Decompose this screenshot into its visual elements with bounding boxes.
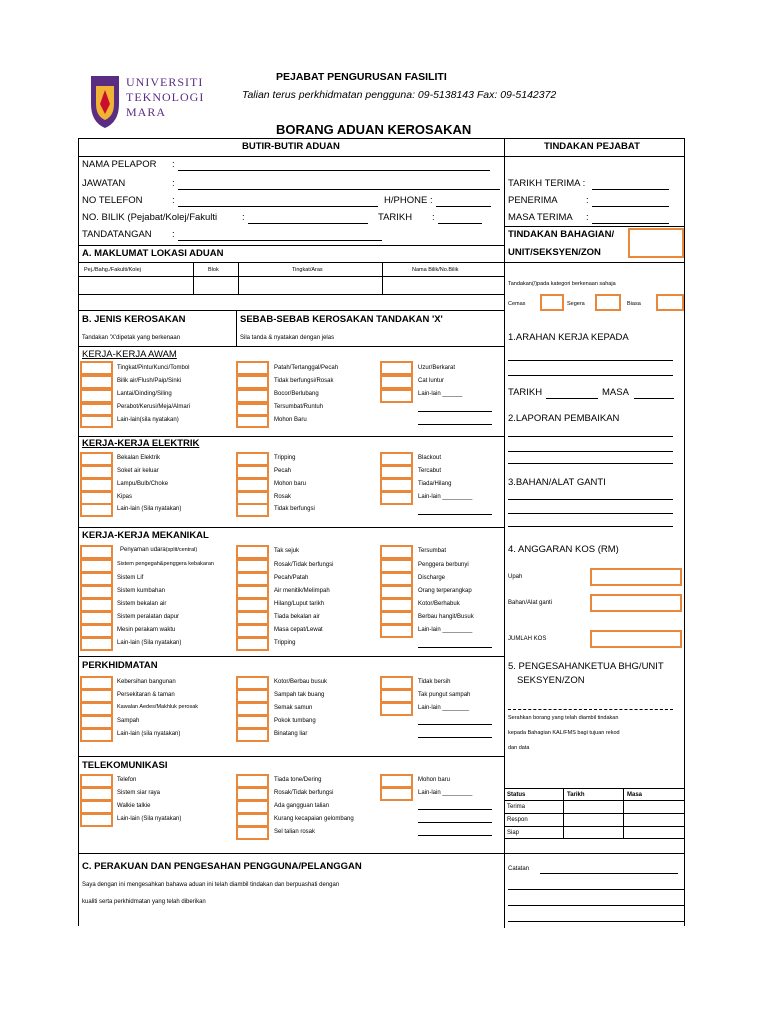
telefon-field[interactable] bbox=[178, 206, 378, 207]
perkhidmatan-checkbox-1[interactable] bbox=[80, 676, 113, 690]
serah-line-2: kepada Bahagian KAL/FMS bagi tujuan rekod bbox=[508, 730, 620, 736]
mekanikal-aircond-note: (split/central) bbox=[165, 547, 198, 553]
mekanikal-other-4: Orang terperangkap bbox=[418, 588, 472, 594]
awam-item-3: Lantai/Dinding/Siling bbox=[117, 391, 172, 397]
cause-note: Sila tanda & nyatakan dengan jelas bbox=[240, 335, 335, 341]
mekanikal-cause-5: Hilang/Luput tarikh bbox=[274, 601, 325, 607]
label-segera: Segera bbox=[567, 301, 585, 307]
perkhidmatan-item-4: Sampah bbox=[117, 718, 140, 724]
telekom-other-checkbox-1[interactable] bbox=[380, 774, 413, 788]
mekanikal-cause-checkbox-5[interactable] bbox=[236, 598, 269, 612]
perkhidmatan-cause-4: Pokok tumbang bbox=[274, 718, 316, 724]
label-jawatan: JAWATAN bbox=[82, 178, 126, 189]
section-a-col-2: Blok bbox=[208, 267, 219, 273]
perkhidmatan-item-5: Lain-lain (sila nyatakan) bbox=[117, 731, 181, 737]
elektrik-checkbox-1[interactable] bbox=[80, 452, 113, 466]
logo-line-3: MARA bbox=[126, 105, 167, 119]
perkhidmatan-cause-checkbox-3[interactable] bbox=[236, 702, 269, 716]
perkhidmatan-cause-3: Semak samun bbox=[274, 705, 313, 711]
awam-cause-3: Bocor/Berlubang bbox=[274, 391, 319, 397]
tarikh-field[interactable] bbox=[438, 223, 482, 224]
catatan-field[interactable] bbox=[540, 873, 678, 874]
group-telekom-title: TELEKOMUNIKASI bbox=[82, 760, 168, 771]
telekom-cause-checkbox-5[interactable] bbox=[236, 826, 269, 840]
awam-cause-1: Patah/Tertanggal/Pecah bbox=[274, 365, 339, 371]
awam-cause-checkbox-1[interactable] bbox=[236, 361, 269, 375]
mekanikal-other-checkbox-5[interactable] bbox=[380, 598, 413, 612]
awam-item-1: Tingkat/Pintu/Kunci/Tombol bbox=[117, 365, 190, 371]
mekanikal-other-checkbox-4[interactable] bbox=[380, 585, 413, 599]
mekanikal-other-checkbox-3[interactable] bbox=[380, 572, 413, 586]
awam-other-checkbox-2[interactable] bbox=[380, 375, 413, 389]
mekanikal-other-checkbox-1[interactable] bbox=[380, 545, 413, 559]
awam-cause-2: Tidak berfungsi/Rosak bbox=[274, 378, 334, 384]
anggaran-title: 4. ANGGARAN KOS (RM) bbox=[508, 544, 619, 555]
arahan-masa-field[interactable] bbox=[634, 398, 674, 399]
telekom-cause-5: Sel talian rosak bbox=[274, 829, 316, 835]
awam-cause-5: Mohon Baru bbox=[274, 417, 307, 423]
mekanikal-item-1: Sistem Lif bbox=[117, 575, 144, 581]
telekom-other-1: Mohon baru bbox=[418, 777, 451, 783]
kategori-note: Tandakan(/)pada kategori berkenaan sahaja bbox=[508, 281, 616, 287]
group-awam-title: KERJA-KERJA AWAM bbox=[82, 349, 177, 360]
section-c-line-1: Saya dengan ini mengesahkan bahawa aduan ini telah diambil tindakan dan berpuashati dengan bbox=[82, 882, 340, 888]
perkhidmatan-checkbox-2[interactable] bbox=[80, 689, 113, 703]
bahan-title: 3.BAHAN/ALAT GANTI bbox=[508, 477, 606, 488]
mekanikal-item-2: Sistem kumbahan bbox=[117, 588, 166, 594]
elektrik-other-2: Tercabut bbox=[418, 468, 442, 474]
mekanikal-checkbox-8[interactable] bbox=[80, 637, 113, 651]
telekom-item-3: Walkie talkie bbox=[117, 803, 151, 809]
perkhidmatan-item-3: Kawalan Aedes/Makhluk perosak bbox=[117, 704, 199, 710]
logo-line-1: UNIVERSITI bbox=[126, 75, 204, 89]
awam-cause-checkbox-2[interactable] bbox=[236, 375, 269, 389]
mekanikal-cause-checkbox-4[interactable] bbox=[236, 585, 269, 599]
label-masa-terima: MASA TERIMA bbox=[508, 212, 573, 223]
perkhidmatan-cause-checkbox-5[interactable] bbox=[236, 728, 269, 742]
perkhidmatan-cause-checkbox-2[interactable] bbox=[236, 689, 269, 703]
awam-checkbox-1[interactable] bbox=[80, 361, 113, 375]
label-penerima: PENERIMA bbox=[508, 195, 558, 206]
label-upah: Upah bbox=[508, 574, 523, 580]
elektrik-cause-checkbox-1[interactable] bbox=[236, 452, 269, 466]
mekanikal-aircond-label: Penyaman udara bbox=[120, 547, 166, 553]
elektrik-other-checkbox-2[interactable] bbox=[380, 465, 413, 479]
arahan-tarikh-field[interactable] bbox=[546, 398, 598, 399]
section-c-title: C. PERAKUAN DAN PENGESAHAN PENGGUNA/PELANGGAN bbox=[82, 861, 362, 872]
status-row-terima: Terima bbox=[507, 804, 526, 810]
section-b-title: B. JENIS KEROSAKAN bbox=[82, 314, 186, 325]
perkhidmatan-other-2: Tak pungut sampah bbox=[418, 692, 471, 698]
mekanikal-cause-8: Tripping bbox=[274, 640, 296, 646]
mekanikal-cause-1: Tak sejuk bbox=[274, 548, 300, 554]
office-title: PEJABAT PENGURUSAN FASILITI bbox=[276, 71, 447, 83]
label-arahan-tarikh: TARIKH bbox=[508, 387, 543, 398]
mekanikal-cause-6: Tiada bekalan air bbox=[274, 614, 320, 620]
mekanikal-other-3: Discharge bbox=[418, 575, 446, 581]
awam-item-4: Perabot/Kerusi/Meja/Almari bbox=[117, 404, 191, 410]
right-column-header: TINDAKAN PEJABAT bbox=[544, 141, 640, 152]
tandatangan-field[interactable] bbox=[178, 240, 382, 241]
label-arahan-masa: MASA bbox=[602, 387, 629, 398]
elektrik-cause-checkbox-3[interactable] bbox=[236, 478, 269, 492]
mekanikal-checkbox-4[interactable] bbox=[80, 585, 113, 599]
section-a-col-3: Tingkat/Aras bbox=[292, 267, 323, 273]
elektrik-item-1: Bekalan Elektrik bbox=[117, 455, 161, 461]
tarikh-terima-field[interactable] bbox=[592, 189, 669, 190]
mekanikal-checkbox-2[interactable] bbox=[80, 559, 113, 573]
tindakan-bahagian-2: UNIT/SEKSYEN/ZON bbox=[508, 247, 601, 258]
mekanikal-item-4: Sistem peralatan dapur bbox=[117, 614, 180, 620]
perkhidmatan-item-1: Kebersihan bangunan bbox=[117, 679, 176, 685]
elektrik-other-checkbox-3[interactable] bbox=[380, 478, 413, 492]
perkhidmatan-checkbox-3[interactable] bbox=[80, 702, 113, 716]
pengesahan-signature-line[interactable] bbox=[508, 709, 673, 710]
jawatan-field[interactable] bbox=[178, 189, 500, 190]
penerima-field[interactable] bbox=[592, 206, 669, 207]
perkhidmatan-checkbox-4[interactable] bbox=[80, 715, 113, 729]
mekanikal-other-1: Tersumbat bbox=[418, 548, 447, 554]
crest-icon bbox=[88, 74, 122, 130]
telekom-cause-3: Ada gangguan talian bbox=[274, 803, 330, 809]
telekom-cause-4: Kurang kecapaian gelombang bbox=[274, 816, 354, 822]
telekom-cause-checkbox-1[interactable] bbox=[236, 774, 269, 788]
group-mekanikal-title: KERJA-KERJA MEKANIKAL bbox=[82, 530, 209, 541]
section-a-col-4: Nama Bilik/No.Bilik bbox=[412, 267, 459, 273]
group-perkhidmatan-title: PERKHIDMATAN bbox=[82, 660, 158, 671]
awam-other-3: Lain-lain ______ bbox=[418, 391, 463, 397]
pengesahan-title-2: SEKSYEN/ZON bbox=[517, 675, 585, 686]
status-col-2: Tarikh bbox=[567, 792, 585, 798]
label-cemas: Cemas bbox=[508, 301, 526, 307]
label-tarikh: TARIKH bbox=[378, 212, 413, 223]
mekanikal-other-2: Penggera berbunyi bbox=[418, 562, 469, 568]
mekanikal-cause-checkbox-6[interactable] bbox=[236, 611, 269, 625]
mekanikal-cause-checkbox-3[interactable] bbox=[236, 572, 269, 586]
mekanikal-checkbox-6[interactable] bbox=[80, 611, 113, 625]
section-a-col-1: Pej./Bahg./Fakulti/Kolej bbox=[84, 267, 141, 273]
uitm-logo bbox=[88, 74, 228, 132]
telekom-checkbox-1[interactable] bbox=[80, 774, 113, 788]
perkhidmatan-cause-1: Kotor/Berbau busuk bbox=[274, 679, 328, 685]
mekanikal-cause-checkbox-8[interactable] bbox=[236, 637, 269, 651]
elektrik-checkbox-5[interactable] bbox=[80, 503, 113, 517]
upah-field[interactable] bbox=[590, 568, 682, 586]
mekanikal-checkbox-1[interactable] bbox=[80, 545, 113, 559]
awam-other-1: Uzur/Berkarat bbox=[418, 365, 456, 371]
elektrik-other-checkbox-4[interactable] bbox=[380, 491, 413, 505]
telekom-item-2: Sistem siar raya bbox=[117, 790, 161, 796]
perkhidmatan-cause-checkbox-4[interactable] bbox=[236, 715, 269, 729]
perkhidmatan-cause-checkbox-1[interactable] bbox=[236, 676, 269, 690]
elektrik-cause-checkbox-5[interactable] bbox=[236, 503, 269, 517]
arahan-title: 1.ARAHAN KERJA KEPADA bbox=[508, 332, 629, 343]
awam-cause-checkbox-3[interactable] bbox=[236, 389, 269, 403]
elektrik-item-5: Lain-lain (Sila nyatakan) bbox=[117, 506, 182, 512]
status-row-respon: Respon bbox=[507, 817, 528, 823]
awam-other-checkbox-3[interactable] bbox=[380, 389, 413, 403]
elektrik-item-2: Soket air keluar bbox=[117, 468, 159, 474]
perkhidmatan-cause-5: Binatang liar bbox=[274, 731, 308, 737]
awam-checkbox-2[interactable] bbox=[80, 375, 113, 389]
mekanikal-other-checkbox-2[interactable] bbox=[380, 559, 413, 573]
telekom-item-1: Telefon bbox=[117, 777, 137, 783]
perkhidmatan-checkbox-5[interactable] bbox=[80, 728, 113, 742]
mekanikal-cause-4: Air menitik/Melimpah bbox=[274, 588, 330, 594]
telekom-other-checkbox-2[interactable] bbox=[380, 787, 413, 801]
awam-item-5: Lain-lain(sila nyatakan) bbox=[117, 417, 179, 423]
mekanikal-item-3: Sistem bekalan air bbox=[117, 601, 167, 607]
mekanikal-checkbox-7[interactable] bbox=[80, 624, 113, 638]
label-bilik: NO. BILIK (Pejabat/Kolej/Fakulti bbox=[82, 212, 218, 223]
masa-terima-field[interactable] bbox=[592, 223, 669, 224]
cemas-checkbox[interactable] bbox=[540, 294, 564, 311]
mekanikal-item-fire: Sistem pengegah&penggera kebakaran bbox=[117, 561, 214, 567]
label-hphone: H/PHONE bbox=[384, 195, 428, 206]
telekom-checkbox-3[interactable] bbox=[80, 800, 113, 814]
awam-other-2: Cat luntur bbox=[418, 378, 445, 384]
perkhidmatan-cause-2: Sampah tak buang bbox=[274, 692, 325, 698]
awam-cause-4: Tersumbat/Runtuh bbox=[274, 404, 324, 410]
telekom-cause-checkbox-2[interactable] bbox=[236, 787, 269, 801]
mekanikal-cause-checkbox-2[interactable] bbox=[236, 559, 269, 573]
biasa-checkbox[interactable] bbox=[656, 294, 684, 311]
serah-line-1: Serahkan borang yang telah diambil tindakan bbox=[508, 715, 619, 721]
pengesahan-title-1: 5. PENGESAHANKETUA BHG/UNIT bbox=[508, 661, 664, 672]
label-tarikh-terima: TARIKH TERIMA : bbox=[508, 178, 586, 189]
tindakan-bahagian-1: TINDAKAN BAHAGIAN/ bbox=[508, 229, 615, 240]
elektrik-checkbox-2[interactable] bbox=[80, 465, 113, 479]
awam-checkbox-3[interactable] bbox=[80, 389, 113, 403]
elektrik-item-4: Kipas bbox=[117, 494, 133, 500]
left-column-header: BUTIR-BUTIR ADUAN bbox=[242, 141, 340, 152]
telekom-cause-1: Tiada tone/Dering bbox=[274, 777, 322, 783]
mekanikal-item-aircond bbox=[120, 547, 197, 554]
elektrik-checkbox-3[interactable] bbox=[80, 478, 113, 492]
label-catatan: Catatan bbox=[508, 866, 530, 872]
elektrik-cause-3: Mohon baru bbox=[274, 481, 307, 487]
elektrik-cause-1: Tripping bbox=[274, 455, 296, 461]
telekom-cause-checkbox-3[interactable] bbox=[236, 800, 269, 814]
mekanikal-other-checkbox-6[interactable] bbox=[380, 611, 413, 625]
mekanikal-checkbox-5[interactable] bbox=[80, 598, 113, 612]
mekanikal-cause-3: Pecah/Patah bbox=[274, 575, 309, 581]
mekanikal-cause-checkbox-1[interactable] bbox=[236, 545, 269, 559]
elektrik-item-3: Lampu/Bulb/Choke bbox=[117, 481, 169, 487]
elektrik-other-3: Tiada/Hilang bbox=[418, 481, 452, 487]
telekom-checkbox-2[interactable] bbox=[80, 787, 113, 801]
mekanikal-checkbox-3[interactable] bbox=[80, 572, 113, 586]
perkhidmatan-other-checkbox-1[interactable] bbox=[380, 676, 413, 690]
label-tandatangan: TANDATANGAN bbox=[82, 229, 152, 240]
mekanikal-cause-checkbox-7[interactable] bbox=[236, 624, 269, 638]
telekom-checkbox-4[interactable] bbox=[80, 813, 113, 827]
section-b-note: Tandakan 'X'dipetak yang berkenaan bbox=[82, 335, 181, 341]
perkhidmatan-other-1: Tidak bersih bbox=[418, 679, 451, 685]
elektrik-other-checkbox-1[interactable] bbox=[380, 452, 413, 466]
perkhidmatan-other-3: Lain-lain ________ bbox=[418, 705, 470, 711]
awam-cause-checkbox-5[interactable] bbox=[236, 414, 269, 428]
elektrik-cause-5: Tidak berfungsi bbox=[274, 506, 315, 512]
awam-other-checkbox-1[interactable] bbox=[380, 361, 413, 375]
mekanikal-item-5: Mesin perakam waktu bbox=[117, 627, 176, 633]
elektrik-other-1: Blackout bbox=[418, 455, 442, 461]
label-telefon: NO TELEFON bbox=[82, 195, 143, 206]
elektrik-cause-4: Rosak bbox=[274, 494, 292, 500]
segera-checkbox[interactable] bbox=[595, 294, 621, 311]
section-a-title: A. MAKLUMAT LOKASI ADUAN bbox=[82, 248, 224, 259]
perkhidmatan-other-checkbox-3[interactable] bbox=[380, 702, 413, 716]
label-jumlah-kos: JUMLAH KOS bbox=[508, 636, 547, 642]
section-c-line-2: kualiti serta perkhidmatan yang telah diberikan bbox=[82, 899, 206, 905]
perkhidmatan-other-checkbox-2[interactable] bbox=[380, 689, 413, 703]
jumlah-kos-field[interactable] bbox=[590, 630, 682, 648]
awam-item-2: Bilik air/Flush/Paip/Sinki bbox=[117, 378, 182, 384]
mekanikal-other-5: Kotor/Berhabuk bbox=[418, 601, 460, 607]
mekanikal-other-6: Berbau hangit/Busuk bbox=[418, 614, 474, 620]
label-bahan-ganti: Bahan/Alat ganti bbox=[508, 600, 553, 606]
contact-line: Talian terus perkhidmatan pengguna: 09-5138143 Fax: 09-5142372 bbox=[242, 89, 557, 101]
status-row-siap: Siap bbox=[507, 830, 520, 836]
awam-checkbox-5[interactable] bbox=[80, 414, 113, 428]
status-col-3: Masa bbox=[627, 792, 643, 798]
laporan-title: 2.LAPORAN PEMBAIKAN bbox=[508, 413, 620, 424]
group-elektrik-title: KERJA-KERJA ELEKTRIK bbox=[82, 438, 200, 449]
label-biasa: Biasa bbox=[627, 301, 641, 307]
form-title: BORANG ADUAN KEROSAKAN bbox=[276, 122, 472, 137]
serah-line-3: dan data bbox=[508, 745, 530, 751]
bahan-ganti-field[interactable] bbox=[590, 594, 682, 612]
elektrik-cause-2: Pecah bbox=[274, 468, 292, 474]
telekom-other-2: Lain-lain _________ bbox=[418, 790, 473, 796]
tindakan-bahagian-box[interactable] bbox=[628, 228, 684, 258]
perkhidmatan-item-2: Persekitaran & taman bbox=[117, 692, 175, 698]
telekom-item-4: Lain-lain (Sila nyatakan) bbox=[117, 816, 182, 822]
bilik-field[interactable] bbox=[248, 223, 368, 224]
elektrik-cause-checkbox-2[interactable] bbox=[236, 465, 269, 479]
mekanikal-item-6: Lain-lain (Sila nyatakan) bbox=[117, 640, 182, 646]
mekanikal-other-7: Lain-lain _________ bbox=[418, 627, 473, 633]
elektrik-other-4: Lain-lain _________ bbox=[418, 494, 473, 500]
hphone-field[interactable] bbox=[436, 206, 491, 207]
label-nama: NAMA PELAPOR bbox=[82, 159, 157, 170]
telekom-cause-checkbox-4[interactable] bbox=[236, 813, 269, 827]
cause-title: SEBAB-SEBAB KEROSAKAN TANDAKAN 'X' bbox=[240, 314, 443, 325]
nama-field[interactable] bbox=[178, 170, 490, 171]
logo-line-2: TEKNOLOGI bbox=[126, 90, 205, 104]
mekanikal-cause-7: Masa cepat/Lewat bbox=[274, 627, 323, 633]
status-col-1: Status bbox=[507, 792, 526, 798]
mekanikal-other-checkbox-7[interactable] bbox=[380, 624, 413, 638]
telekom-cause-2: Rosak/Tidak berfungsi bbox=[274, 790, 334, 796]
mekanikal-cause-2: Rosak/Tidak berfungsi bbox=[274, 562, 334, 568]
